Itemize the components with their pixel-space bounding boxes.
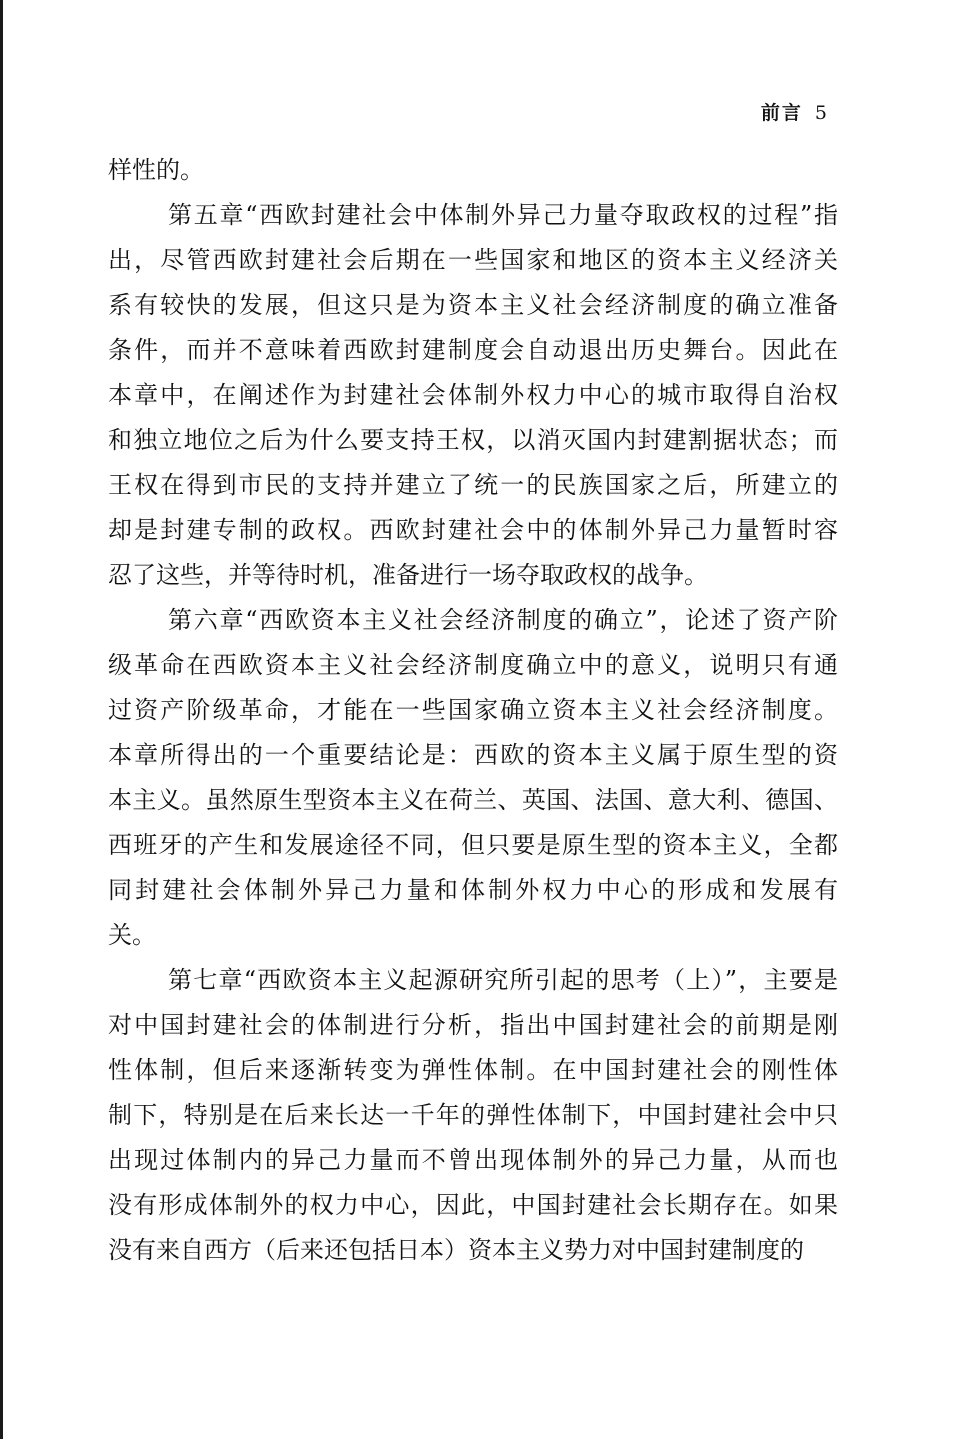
text-line: 第六章“西欧资本主义社会经济制度的确立”，论述了资产阶	[168, 606, 838, 634]
text-line: 同封建社会体制外异己力量和体制外权力中心的形成和发展有	[108, 876, 838, 904]
text-line: 出现过体制内的异己力量而不曾出现体制外的异己力量，从而也	[108, 1146, 838, 1174]
page-edge-border	[0, 0, 3, 1439]
text-line: 关。	[108, 921, 156, 949]
text-line: 却是封建专制的政权。西欧封建社会中的体制外异己力量暂时容	[108, 516, 838, 544]
text-line: 第五章“西欧封建社会中体制外异己力量夺取政权的过程”指	[168, 201, 838, 229]
text-line: 本章所得出的一个重要结论是：西欧的资本主义属于原生型的资	[108, 741, 838, 769]
text-line: 没有形成体制外的权力中心，因此，中国封建社会长期存在。如果	[108, 1191, 838, 1219]
text-line: 本章中，在阐述作为封建社会体制外权力中心的城市取得自治权	[108, 381, 838, 409]
text-line: 样性的。	[108, 156, 204, 184]
page-number: 5	[814, 102, 829, 124]
paragraph	[108, 958, 838, 1273]
text-line: 对中国封建社会的体制进行分析，指出中国封建社会的前期是刚	[108, 1011, 838, 1039]
paragraph	[108, 148, 838, 193]
text-line: 忍了这些，并等待时机，准备进行一场夺取政权的战争。	[108, 561, 708, 589]
paragraph	[108, 598, 838, 958]
text-line: 过资产阶级革命，才能在一些国家确立资本主义社会经济制度。	[108, 696, 838, 724]
text-line: 王权在得到市民的支持并建立了统一的民族国家之后，所建立的	[108, 471, 838, 499]
text-line: 第七章“西欧资本主义起源研究所引起的思考（上）”，主要是	[168, 966, 838, 994]
running-header	[761, 98, 829, 125]
body-text	[108, 148, 838, 1273]
text-line: 和独立地位之后为什么要支持王权，以消灭国内封建割据状态；而	[108, 426, 838, 454]
text-line: 出，尽管西欧封建社会后期在一些国家和地区的资本主义经济关	[108, 246, 838, 274]
paragraph	[108, 193, 838, 598]
header-title: 前言	[760, 102, 803, 124]
text-line: 本主义。虽然原生型资本主义在荷兰、英国、法国、意大利、德国、	[108, 786, 838, 814]
text-line: 级革命在西欧资本主义社会经济制度确立中的意义，说明只有通	[108, 651, 838, 679]
text-line: 制下，特别是在后来长达一千年的弹性体制下，中国封建社会中只	[108, 1101, 838, 1129]
text-line: 条件，而并不意味着西欧封建制度会自动退出历史舞台。因此在	[108, 336, 838, 364]
text-line: 没有来自西方（后来还包括日本）资本主义势力对中国封建制度的	[108, 1236, 804, 1264]
text-line: 系有较快的发展，但这只是为资本主义社会经济制度的确立准备	[108, 291, 838, 319]
text-line: 性体制，但后来逐渐转变为弹性体制。在中国封建社会的刚性体	[108, 1056, 838, 1084]
text-line: 西班牙的产生和发展途径不同，但只要是原生型的资本主义，全都	[108, 831, 838, 859]
